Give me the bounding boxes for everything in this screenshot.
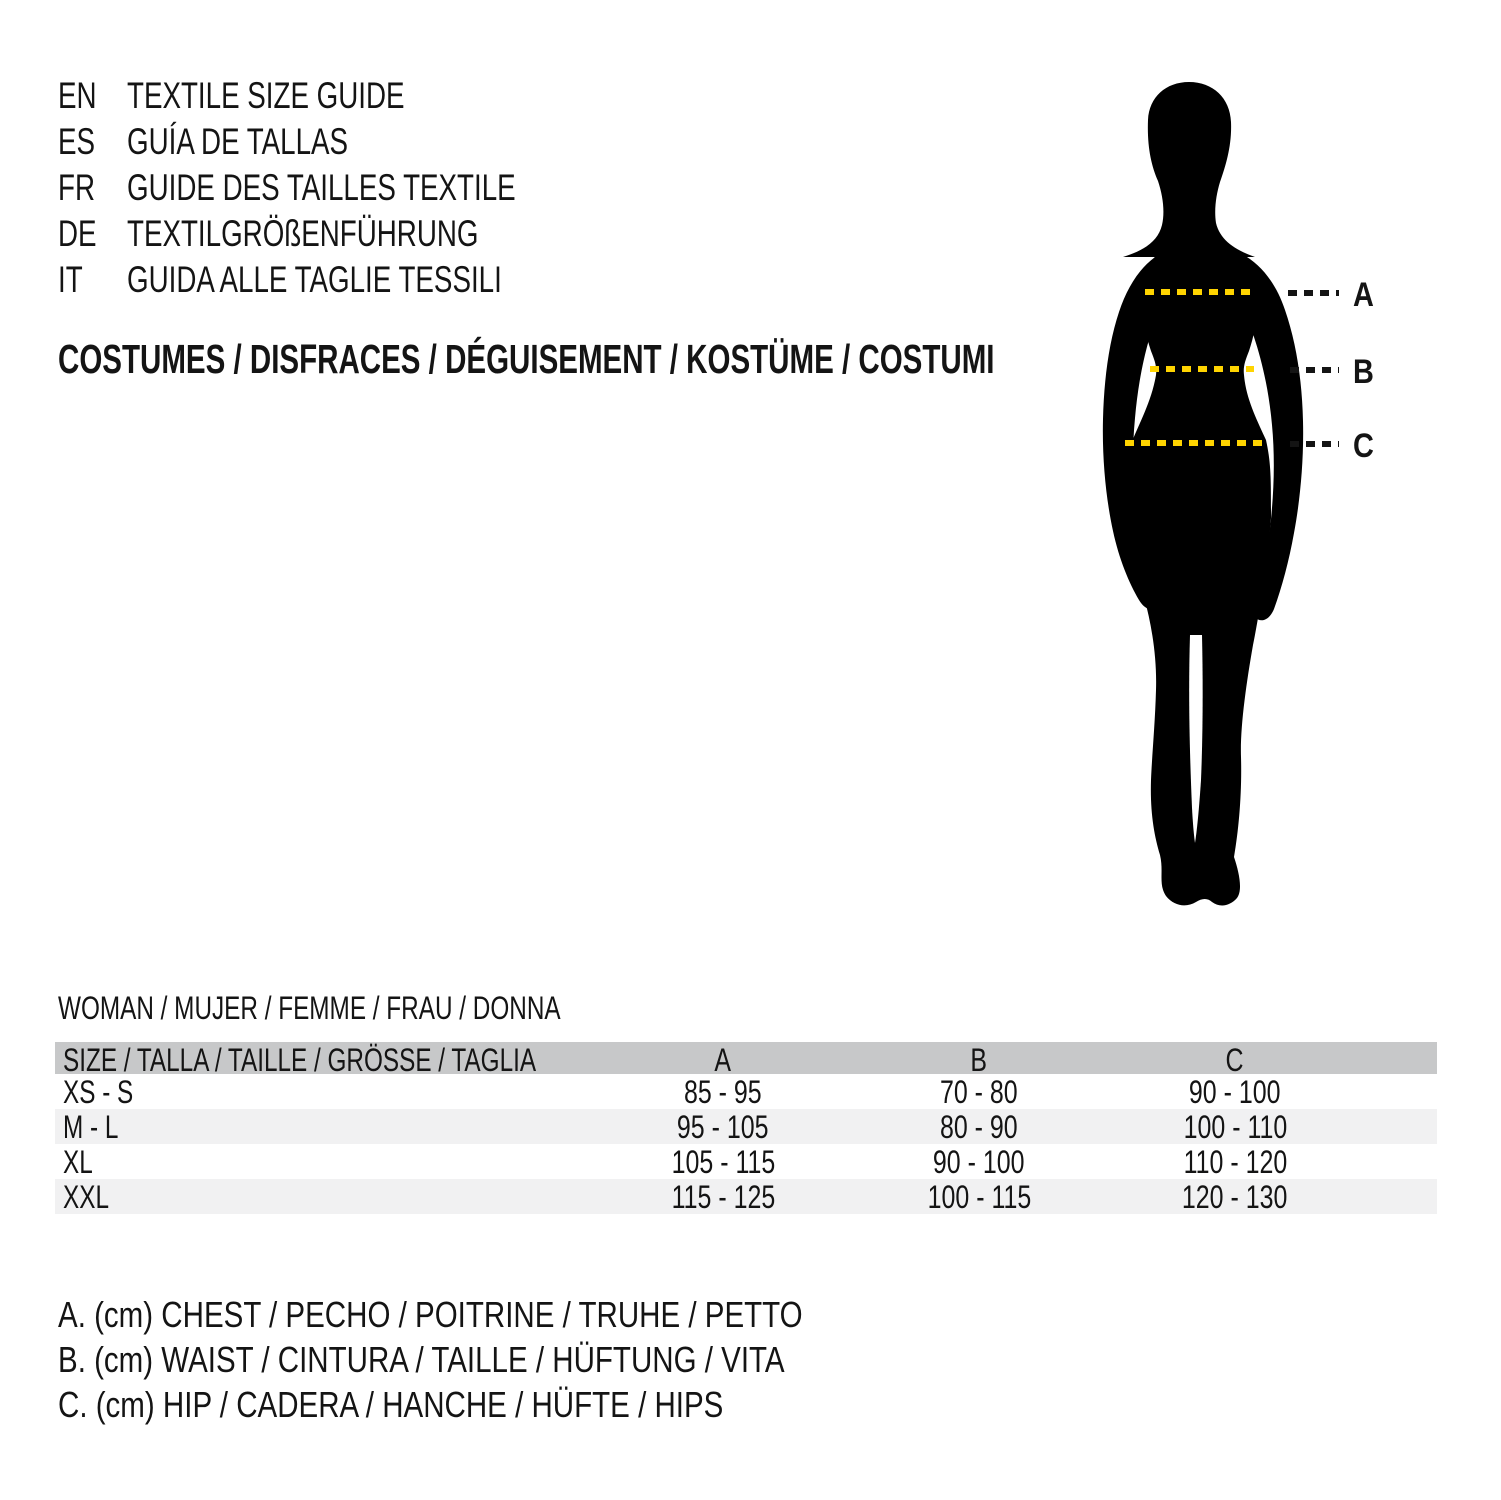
legend-text: B. (cm) WAIST / CINTURA / TAILLE / HÜFTUNG / VITA xyxy=(58,1338,785,1380)
legend-line-b xyxy=(58,1337,966,1382)
language-row-it xyxy=(58,257,645,303)
language-code: FR xyxy=(58,167,95,208)
value-cell-b: 90 - 100 xyxy=(933,1144,1025,1180)
hip-pointer-line xyxy=(1290,441,1339,447)
hip-measure-line xyxy=(1125,440,1267,446)
language-label: GUIDE DES TAILLES TEXTILE xyxy=(127,167,516,208)
value-cell-b: 100 - 115 xyxy=(927,1179,1031,1215)
header-column-a: A xyxy=(714,1042,732,1078)
value-cell-b: 80 - 90 xyxy=(940,1109,1018,1145)
language-label: GUÍA DE TALLAS xyxy=(127,121,349,162)
value-cell-c: 100 - 110 xyxy=(1183,1109,1287,1145)
language-row-fr xyxy=(58,165,645,211)
language-label: TEXTILE SIZE GUIDE xyxy=(127,75,405,116)
value-cell-c: 120 - 130 xyxy=(1182,1179,1288,1215)
value-cell-a: 105 - 115 xyxy=(671,1144,775,1180)
language-code: EN xyxy=(58,75,97,116)
size-cell: XS - S xyxy=(63,1074,134,1110)
chest-measure-line xyxy=(1145,289,1257,295)
value-cell-b: 70 - 80 xyxy=(940,1074,1018,1110)
language-label: GUIDA ALLE TAGLIE TESSILI xyxy=(127,259,502,300)
size-cell: XXL xyxy=(63,1179,109,1215)
header-column-c: C xyxy=(1225,1042,1245,1078)
table-row xyxy=(55,1109,1437,1144)
value-cell-a: 115 - 125 xyxy=(671,1179,775,1215)
value-cell-c: 90 - 100 xyxy=(1189,1074,1281,1110)
marker-letter: B xyxy=(1353,353,1374,391)
measurement-figure xyxy=(1050,60,1450,960)
marker-label-b xyxy=(1353,352,1403,392)
header-size-column: SIZE / TALLA / TAILLE / GRÖSSE / TAGLIA xyxy=(63,1042,537,1078)
section-title xyxy=(58,990,719,1027)
language-row-es xyxy=(58,119,645,165)
size-cell: M - L xyxy=(63,1109,119,1145)
language-guide-list xyxy=(58,73,645,303)
size-table xyxy=(55,1042,1437,1214)
marker-label-c xyxy=(1353,426,1403,466)
table-row xyxy=(55,1144,1437,1179)
value-cell-a: 85 - 95 xyxy=(684,1074,762,1110)
language-code: DE xyxy=(58,213,97,254)
legend-text: C. (cm) HIP / CADERA / HANCHE / HÜFTE / HIPS xyxy=(58,1383,724,1425)
marker-letter: C xyxy=(1353,427,1374,465)
section-title-text: WOMAN / MUJER / FEMME / FRAU / DONNA xyxy=(58,990,561,1026)
size-cell: XL xyxy=(63,1144,93,1180)
woman-silhouette xyxy=(1050,60,1450,960)
legend-line-a xyxy=(58,1292,966,1337)
language-label: TEXTILGRÖßENFÜHRUNG xyxy=(127,213,479,254)
language-code: ES xyxy=(58,121,96,162)
table-row xyxy=(55,1179,1437,1214)
marker-letter: A xyxy=(1353,276,1374,314)
size-table-header xyxy=(55,1042,1437,1078)
language-row-de xyxy=(58,211,645,257)
measure-legend xyxy=(58,1292,966,1427)
language-row-en xyxy=(58,73,645,119)
legend-text: A. (cm) CHEST / PECHO / POITRINE / TRUHE / PETTO xyxy=(58,1293,803,1335)
table-row xyxy=(55,1074,1437,1109)
header-column-b: B xyxy=(970,1042,988,1078)
value-cell-c: 110 - 120 xyxy=(1183,1144,1287,1180)
language-code: IT xyxy=(58,259,83,300)
waist-measure-line xyxy=(1150,366,1254,372)
marker-label-a xyxy=(1353,275,1403,315)
waist-pointer-line xyxy=(1290,367,1339,373)
value-cell-a: 95 - 105 xyxy=(677,1109,769,1145)
legend-line-c xyxy=(58,1382,966,1427)
chest-pointer-line xyxy=(1288,290,1339,296)
category-title-text: COSTUMES / DISFRACES / DÉGUISEMENT / KOSTÜME / COSTUMI xyxy=(58,336,995,382)
